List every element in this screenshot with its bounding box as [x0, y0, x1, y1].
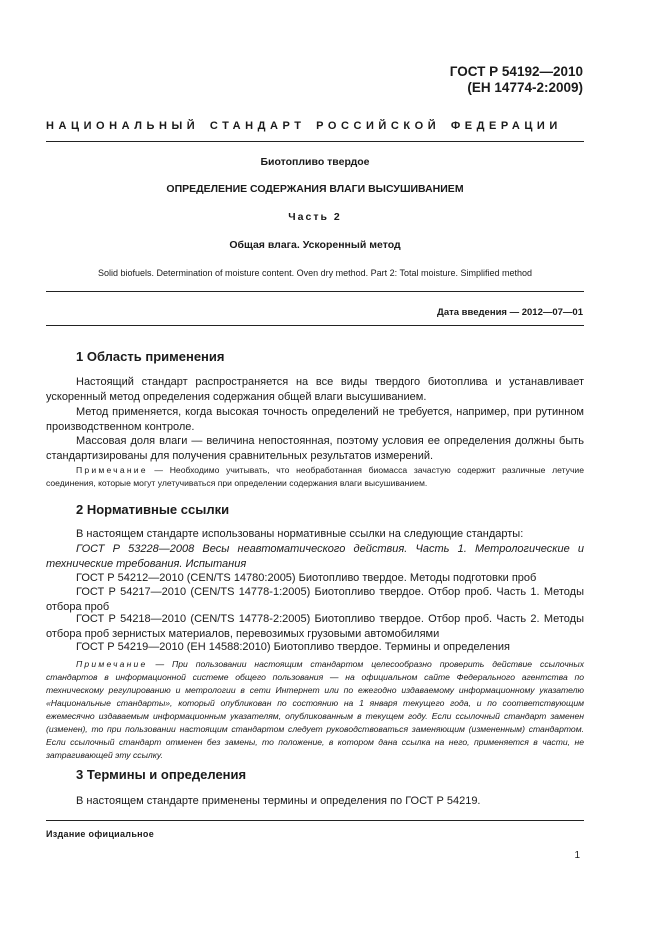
section-1-heading: 1 Область применения: [76, 349, 225, 364]
title-part: Часть 2: [288, 211, 342, 223]
footer-rule: [46, 820, 584, 821]
doc-number-block: [450, 64, 583, 96]
note-label: Примечание: [76, 465, 148, 475]
section-1-paragraph-3: Массовая доля влаги — величина непостоянная, поэтому условия ее определения должны быть стандартизированы для получения сравнительных результатов измерений.: [46, 435, 584, 462]
section-2-intro: В настоящем стандарте использованы нормативные ссылки на следующие стандарты:: [76, 528, 524, 540]
title-subtitle: Общая влага. Ускоренный метод: [229, 239, 401, 251]
reference-4: ГОСТ Р 54218—2010 (CEN/TS 14778-2:2005) Биотопливо твердое. Отбор проб. Часть 2. Методы отбора проб зернистых материалов, перевозимых грузовыми автомобилями: [46, 613, 584, 640]
official-edition: Издание официальное: [46, 829, 155, 839]
section-1-paragraph-1: Настоящий стандарт распространяется на все виды твердого биотоплива и устанавливает ускоренный метод определения содержания общей влаги высушиванием.: [46, 376, 584, 403]
section-1-paragraph-2: Метод применяется, когда высокая точность определений не требуется, например, при рутинном производственном контроле.: [46, 406, 584, 433]
reference-1: ГОСТ Р 53228—2008 Весы неавтоматического действия. Часть 1. Метрологические и технические требования. Испытания: [46, 543, 584, 570]
section-2-note: [46, 658, 584, 762]
introduction-date: Дата введения — 2012—07—01: [437, 307, 583, 318]
note-text: — Необходимо учитывать, что необработанная биомасса зачастую содержит различные летучие соединения, которые могут улетучиваться при определении содержания влаги высушиванием.: [46, 465, 584, 488]
title-line-1: Биотопливо твердое: [260, 156, 370, 168]
section-2-heading: 2 Нормативные ссылки: [76, 502, 230, 517]
section-3-heading: 3 Термины и определения: [76, 767, 247, 782]
reference-3: ГОСТ Р 54217—2010 (CEN/TS 14778-1:2005) Биотопливо твердое. Отбор проб. Часть 1. Методы отбора проб: [46, 586, 584, 613]
section-3-paragraph-1: В настоящем стандарте применены термины и определения по ГОСТ Р 54219.: [76, 795, 481, 807]
doc-number: ГОСТ Р 54192—2010: [449, 64, 583, 79]
date-rule: [46, 325, 584, 326]
title-english: Solid biofuels. Determination of moisture content. Oven dry method. Part 2: Total moisture. Simplified method: [97, 268, 533, 278]
page-number: 1: [574, 850, 580, 861]
note-text: — При пользовании настоящим стандартом целесообразно проверить действие ссылочных стандартов в информационной системе общего пользования — на официальном сайте Федерального агентства по техническому регулированию и метрологии в сети Интернет или по ежегодно издаваемому информационному указателю «Национальные стандарты», который опубликован по состоянию на 1 января текущего года, и по соответствующим ежемесячно издаваемым информационным указателям, опубликованным в текущем году. Если ссылочный стандарт заменен (изменен), то при пользовании настоящим стандартом следует руководствоваться заменяющим (измененным) стандартом. Если ссылочный стандарт отменен без замены, то положение, в котором дана ссылка на него, применяется в части, не затрагивающей эту ссылку.: [46, 659, 584, 760]
doc-equivalent: (ЕН 14774-2:2009): [467, 80, 583, 95]
reference-5: ГОСТ Р 54219—2010 (ЕН 14588:2010) Биотопливо твердое. Термины и определения: [76, 641, 511, 653]
section-1-note: [46, 464, 584, 490]
note-label: Примечание: [76, 659, 148, 669]
title-rule: [46, 291, 584, 292]
reference-2: ГОСТ Р 54212—2010 (CEN/TS 14780:2005) Биотопливо твердое. Методы подготовки проб: [76, 572, 537, 584]
title-line-2: ОПРЕДЕЛЕНИЕ СОДЕРЖАНИЯ ВЛАГИ ВЫСУШИВАНИЕМ: [166, 183, 464, 195]
header-rule: [46, 141, 584, 142]
national-standard-banner: НАЦИОНАЛЬНЫЙ СТАНДАРТ РОССИЙСКОЙ ФЕДЕРАЦИИ: [46, 120, 562, 132]
